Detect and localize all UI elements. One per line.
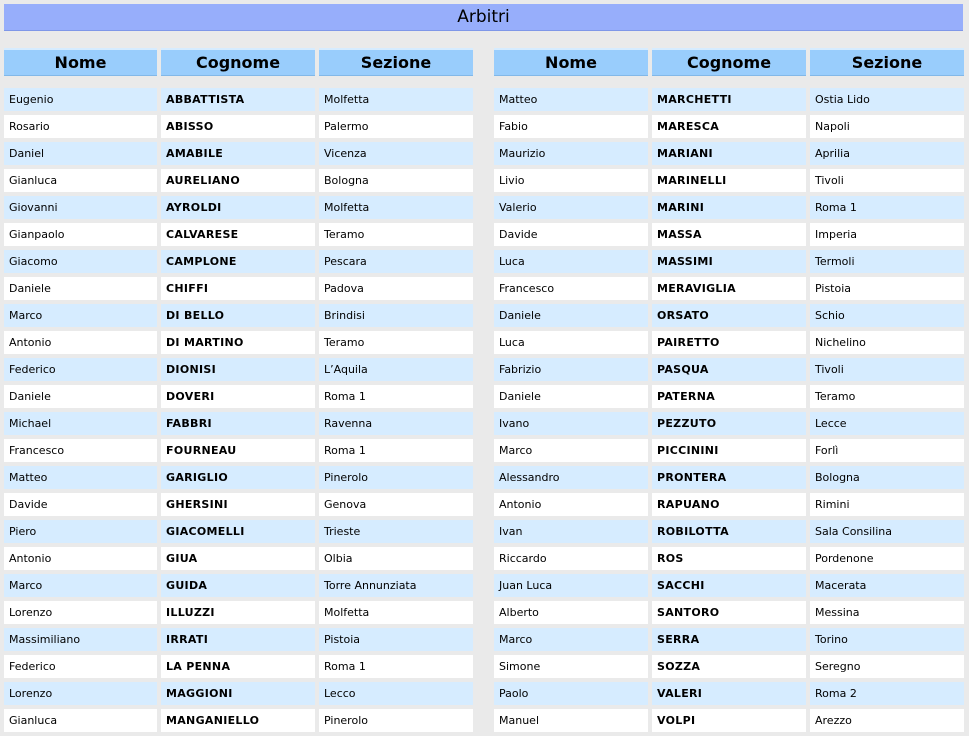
- cell-sezione: Aprilia: [810, 142, 964, 165]
- cell-cognome: PATERNA: [652, 385, 806, 408]
- cell-nome: Paolo: [494, 682, 648, 705]
- cell-sezione: L’Aquila: [319, 358, 473, 381]
- cell-nome: Gianluca: [4, 709, 157, 732]
- cell-cognome: DIONISI: [161, 358, 315, 381]
- table-row: [4, 142, 473, 165]
- cell-sezione: Ravenna: [319, 412, 473, 435]
- cell-sezione: Tivoli: [810, 169, 964, 192]
- cell-cognome: CAMPLONE: [161, 250, 315, 273]
- cell-cognome: GIUA: [161, 547, 315, 570]
- cell-cognome: SERRA: [652, 628, 806, 651]
- cell-cognome: DI MARTINO: [161, 331, 315, 354]
- cell-sezione: Pinerolo: [319, 709, 473, 732]
- table-row: [494, 250, 964, 273]
- table-body-right: [494, 80, 964, 732]
- cell-sezione: Ostia Lido: [810, 88, 964, 111]
- table-row: [494, 682, 964, 705]
- cell-nome: Davide: [494, 223, 648, 246]
- table-row: [494, 331, 964, 354]
- table-row: [494, 358, 964, 381]
- table-row: [494, 412, 964, 435]
- table-body-left: [4, 80, 473, 732]
- spacer-row: [494, 80, 964, 84]
- cell-sezione: Tivoli: [810, 358, 964, 381]
- cell-sezione: Macerata: [810, 574, 964, 597]
- cell-nome: Alberto: [494, 601, 648, 624]
- cell-sezione: Pistoia: [810, 277, 964, 300]
- header-sezione: Sezione: [319, 48, 473, 76]
- header-cognome: Cognome: [161, 48, 315, 76]
- cell-cognome: VOLPI: [652, 709, 806, 732]
- cell-sezione: Palermo: [319, 115, 473, 138]
- cell-nome: Antonio: [4, 331, 157, 354]
- cell-cognome: MASSIMI: [652, 250, 806, 273]
- cell-cognome: PAIRETTO: [652, 331, 806, 354]
- table-row: [4, 439, 473, 462]
- cell-cognome: RAPUANO: [652, 493, 806, 516]
- cell-nome: Gianluca: [4, 169, 157, 192]
- cell-cognome: GUIDA: [161, 574, 315, 597]
- cell-cognome: ROS: [652, 547, 806, 570]
- table-row: [4, 304, 473, 327]
- cell-sezione: Imperia: [810, 223, 964, 246]
- cell-cognome: MARCHETTI: [652, 88, 806, 111]
- cell-cognome: CALVARESE: [161, 223, 315, 246]
- cell-nome: Fabio: [494, 115, 648, 138]
- cell-cognome: AURELIANO: [161, 169, 315, 192]
- cell-nome: Marco: [494, 439, 648, 462]
- cell-cognome: MARINI: [652, 196, 806, 219]
- table-row: [494, 115, 964, 138]
- cell-sezione: Roma 2: [810, 682, 964, 705]
- cell-sezione: Arezzo: [810, 709, 964, 732]
- cell-sezione: Vicenza: [319, 142, 473, 165]
- table-row: [4, 466, 473, 489]
- referees-table-right: [490, 44, 968, 736]
- table-row: [494, 277, 964, 300]
- cell-sezione: Roma 1: [810, 196, 964, 219]
- referees-table-left: [0, 44, 477, 736]
- cell-sezione: Olbia: [319, 547, 473, 570]
- cell-sezione: Nichelino: [810, 331, 964, 354]
- cell-sezione: Messina: [810, 601, 964, 624]
- header-cognome: Cognome: [652, 48, 806, 76]
- cell-cognome: ROBILOTTA: [652, 520, 806, 543]
- cell-cognome: MASSA: [652, 223, 806, 246]
- cell-sezione: Pistoia: [319, 628, 473, 651]
- table-row: [4, 358, 473, 381]
- cell-sezione: Trieste: [319, 520, 473, 543]
- cell-nome: Ivan: [494, 520, 648, 543]
- cell-sezione: Torino: [810, 628, 964, 651]
- cell-nome: Federico: [4, 358, 157, 381]
- cell-nome: Piero: [4, 520, 157, 543]
- table-row: [4, 331, 473, 354]
- cell-cognome: GIACOMELLI: [161, 520, 315, 543]
- table-row: [494, 385, 964, 408]
- cell-sezione: Sala Consilina: [810, 520, 964, 543]
- cell-cognome: AMABILE: [161, 142, 315, 165]
- cell-nome: Eugenio: [4, 88, 157, 111]
- table-row: [494, 493, 964, 516]
- cell-sezione: Forlì: [810, 439, 964, 462]
- table-row: [4, 628, 473, 651]
- header-nome: Nome: [4, 48, 157, 76]
- table-row: [4, 277, 473, 300]
- cell-nome: Giacomo: [4, 250, 157, 273]
- cell-nome: Ivano: [494, 412, 648, 435]
- cell-sezione: Rimini: [810, 493, 964, 516]
- header-row: [494, 48, 964, 76]
- table-row: [4, 547, 473, 570]
- cell-nome: Luca: [494, 250, 648, 273]
- cell-nome: Antonio: [494, 493, 648, 516]
- cell-cognome: SACCHI: [652, 574, 806, 597]
- cell-nome: Fabrizio: [494, 358, 648, 381]
- cell-nome: Maurizio: [494, 142, 648, 165]
- cell-cognome: SOZZA: [652, 655, 806, 678]
- cell-nome: Giovanni: [4, 196, 157, 219]
- table-row: [494, 88, 964, 111]
- table-row: [4, 412, 473, 435]
- cell-cognome: DI BELLO: [161, 304, 315, 327]
- cell-sezione: Pordenone: [810, 547, 964, 570]
- spacer-cell: [4, 80, 473, 84]
- cell-nome: Luca: [494, 331, 648, 354]
- cell-sezione: Bologna: [810, 466, 964, 489]
- cell-nome: Lorenzo: [4, 601, 157, 624]
- cell-nome: Daniel: [4, 142, 157, 165]
- cell-cognome: ORSATO: [652, 304, 806, 327]
- cell-sezione: Teramo: [319, 331, 473, 354]
- cell-sezione: Teramo: [319, 223, 473, 246]
- cell-nome: Lorenzo: [4, 682, 157, 705]
- cell-sezione: Molfetta: [319, 196, 473, 219]
- cell-nome: Francesco: [4, 439, 157, 462]
- cell-cognome: PICCININI: [652, 439, 806, 462]
- page-title: Arbitri: [4, 4, 963, 31]
- cell-sezione: Molfetta: [319, 601, 473, 624]
- header-row: [4, 48, 473, 76]
- cell-nome: Manuel: [494, 709, 648, 732]
- cell-sezione: Brindisi: [319, 304, 473, 327]
- table-row: [4, 250, 473, 273]
- cell-nome: Daniele: [494, 385, 648, 408]
- cell-nome: Massimiliano: [4, 628, 157, 651]
- table-row: [494, 709, 964, 732]
- cell-cognome: FABBRI: [161, 412, 315, 435]
- table-row: [4, 385, 473, 408]
- cell-nome: Gianpaolo: [4, 223, 157, 246]
- cell-sezione: Seregno: [810, 655, 964, 678]
- cell-sezione: Napoli: [810, 115, 964, 138]
- cell-cognome: GHERSINI: [161, 493, 315, 516]
- cell-nome: Juan Luca: [494, 574, 648, 597]
- table-row: [494, 196, 964, 219]
- cell-nome: Marco: [4, 574, 157, 597]
- cell-cognome: MARINELLI: [652, 169, 806, 192]
- cell-cognome: GARIGLIO: [161, 466, 315, 489]
- spacer-cell: [494, 80, 964, 84]
- table-row: [494, 547, 964, 570]
- cell-cognome: FOURNEAU: [161, 439, 315, 462]
- table-row: [4, 682, 473, 705]
- cell-cognome: MERAVIGLIA: [652, 277, 806, 300]
- header-nome: Nome: [494, 48, 648, 76]
- table-row: [4, 88, 473, 111]
- table-row: [4, 520, 473, 543]
- cell-cognome: MARIANI: [652, 142, 806, 165]
- table-row: [4, 169, 473, 192]
- cell-nome: Daniele: [4, 385, 157, 408]
- table-row: [4, 115, 473, 138]
- cell-nome: Antonio: [4, 547, 157, 570]
- cell-sezione: Roma 1: [319, 439, 473, 462]
- cell-nome: Rosario: [4, 115, 157, 138]
- cell-cognome: ILLUZZI: [161, 601, 315, 624]
- table-row: [494, 439, 964, 462]
- spacer-row: [4, 80, 473, 84]
- cell-cognome: MANGANIELLO: [161, 709, 315, 732]
- cell-nome: Simone: [494, 655, 648, 678]
- table-row: [494, 169, 964, 192]
- cell-nome: Daniele: [494, 304, 648, 327]
- cell-nome: Livio: [494, 169, 648, 192]
- table-row: [494, 628, 964, 651]
- cell-sezione: Bologna: [319, 169, 473, 192]
- cell-sezione: Lecce: [810, 412, 964, 435]
- cell-cognome: DOVERI: [161, 385, 315, 408]
- table-row: [4, 574, 473, 597]
- table-row: [494, 601, 964, 624]
- cell-sezione: Padova: [319, 277, 473, 300]
- cell-cognome: VALERI: [652, 682, 806, 705]
- cell-nome: Francesco: [494, 277, 648, 300]
- table-row: [494, 466, 964, 489]
- table-row: [494, 574, 964, 597]
- table-row: [4, 223, 473, 246]
- cell-sezione: Roma 1: [319, 385, 473, 408]
- cell-nome: Federico: [4, 655, 157, 678]
- table-row: [494, 520, 964, 543]
- cell-sezione: Schio: [810, 304, 964, 327]
- cell-sezione: Teramo: [810, 385, 964, 408]
- table-row: [4, 709, 473, 732]
- cell-cognome: PASQUA: [652, 358, 806, 381]
- cell-sezione: Pinerolo: [319, 466, 473, 489]
- table-row: [494, 142, 964, 165]
- table-row: [4, 493, 473, 516]
- table-row: [4, 601, 473, 624]
- table-row: [4, 196, 473, 219]
- cell-cognome: AYROLDI: [161, 196, 315, 219]
- cell-cognome: LA PENNA: [161, 655, 315, 678]
- header-sezione: Sezione: [810, 48, 964, 76]
- cell-cognome: MAGGIONI: [161, 682, 315, 705]
- cell-cognome: MARESCA: [652, 115, 806, 138]
- cell-nome: Marco: [494, 628, 648, 651]
- cell-nome: Matteo: [494, 88, 648, 111]
- cell-sezione: Pescara: [319, 250, 473, 273]
- cell-sezione: Termoli: [810, 250, 964, 273]
- cell-nome: Alessandro: [494, 466, 648, 489]
- cell-nome: Marco: [4, 304, 157, 327]
- cell-sezione: Roma 1: [319, 655, 473, 678]
- cell-nome: Valerio: [494, 196, 648, 219]
- table-row: [494, 304, 964, 327]
- cell-nome: Riccardo: [494, 547, 648, 570]
- cell-nome: Davide: [4, 493, 157, 516]
- cell-sezione: Genova: [319, 493, 473, 516]
- cell-cognome: SANTORO: [652, 601, 806, 624]
- cell-cognome: IRRATI: [161, 628, 315, 651]
- table-row: [4, 655, 473, 678]
- cell-nome: Michael: [4, 412, 157, 435]
- cell-sezione: Torre Annunziata: [319, 574, 473, 597]
- table-row: [494, 223, 964, 246]
- cell-sezione: Molfetta: [319, 88, 473, 111]
- cell-nome: Daniele: [4, 277, 157, 300]
- cell-cognome: ABISSO: [161, 115, 315, 138]
- cell-cognome: CHIFFI: [161, 277, 315, 300]
- cell-cognome: PEZZUTO: [652, 412, 806, 435]
- cell-nome: Matteo: [4, 466, 157, 489]
- table-row: [494, 655, 964, 678]
- cell-cognome: PRONTERA: [652, 466, 806, 489]
- cell-cognome: ABBATTISTA: [161, 88, 315, 111]
- cell-sezione: Lecco: [319, 682, 473, 705]
